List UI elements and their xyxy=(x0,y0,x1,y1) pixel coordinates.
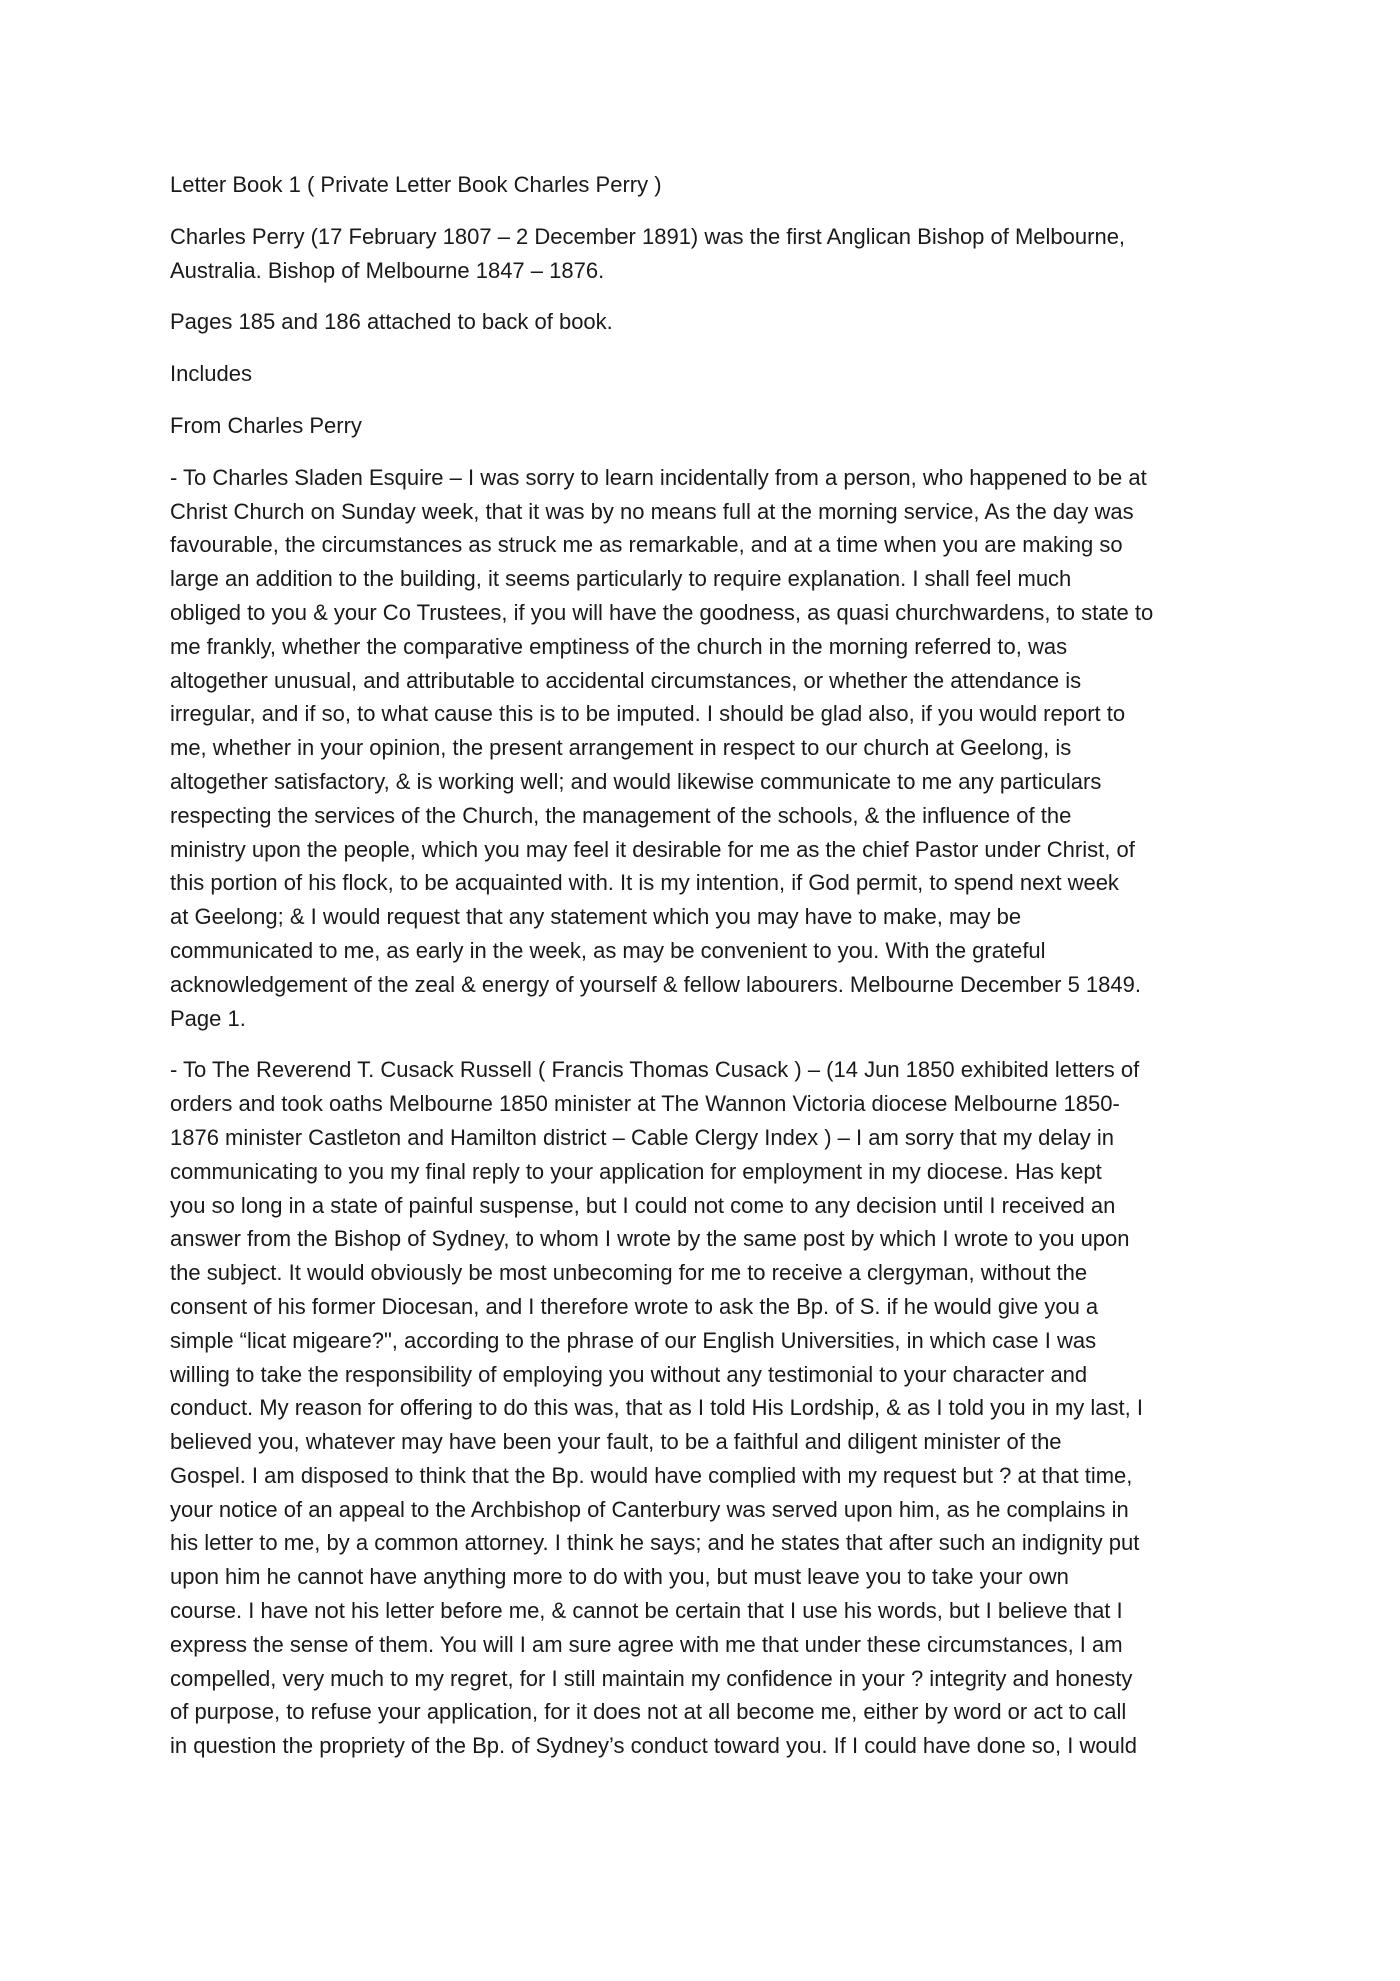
letter-line: Gospel. I am disposed to think that the Bp. would have complied with my request but ? at that time, xyxy=(170,1462,1133,1488)
letter-line: ministry upon the people, which you may feel it desirable for me as the chief Pastor under Christ, of xyxy=(170,836,1135,862)
letter-line: Page 1. xyxy=(170,1005,246,1031)
letter-line: compelled, very much to my regret, for I still maintain my confidence in your ? integrity and honesty xyxy=(170,1665,1133,1691)
letter-line: obliged to you & your Co Trustees, if you will have the goodness, as quasi churchwardens, to state to xyxy=(170,599,1154,625)
letter-line: acknowledgement of the zeal & energy of yourself & fellow labourers. Melbourne December 5 1849. xyxy=(170,971,1141,997)
letter-line: 1876 minister Castleton and Hamilton district – Cable Clergy Index ) – I am sorry that my delay in xyxy=(170,1124,1114,1150)
letter-line: express the sense of them. You will I am sure agree with me that under these circumstances, I am xyxy=(170,1631,1123,1657)
title-line: Letter Book 1 ( Private Letter Book Charles Perry ) xyxy=(170,172,662,197)
includes-heading xyxy=(170,357,1235,391)
letter-line: favourable, the circumstances as struck me as remarkable, and at a time when you are making so xyxy=(170,532,1123,558)
letter-line: believed you, whatever may have been your fault, to be a faithful and diligent minister of the xyxy=(170,1429,1062,1455)
letter-line: his letter to me, by a common attorney. I think he says; and he states that after such an indignity put xyxy=(170,1530,1140,1556)
letter-line: at Geelong; & I would request that any statement which you may have to make, may be xyxy=(170,904,1022,930)
letter-line: me, whether in your opinion, the present arrangement in respect to our church at Geelong, is xyxy=(170,735,1072,761)
bio-line: Charles Perry (17 February 1807 – 2 December 1891) was the first Anglican Bishop of Melbourne, xyxy=(170,223,1126,249)
letter-line: - To Charles Sladen Esquire – I was sorry to learn incidentally from a person, who happened to be at xyxy=(170,464,1147,490)
letter-line: communicated to me, as early in the week, as may be convenient to you. With the grateful xyxy=(170,937,1046,963)
letter-line: your notice of an appeal to the Archbishop of Canterbury was served upon him, as he complains in xyxy=(170,1496,1129,1522)
bio-paragraph xyxy=(170,220,1235,288)
letter-line: me frankly, whether the comparative emptiness of the church in the morning referred to, was xyxy=(170,633,1068,659)
bio-line: Australia. Bishop of Melbourne 1847 – 1876. xyxy=(170,257,605,283)
letter-line: altogether satisfactory, & is working well; and would likewise communicate to me any particulars xyxy=(170,768,1102,794)
letter-line: course. I have not his letter before me, & cannot be certain that I use his words, but I believe that I xyxy=(170,1598,1123,1624)
letter-line: altogether unusual, and attributable to accidental circumstances, or whether the attendance is xyxy=(170,667,1082,693)
letter-line: respecting the services of the Church, the management of the schools, & the influence of the xyxy=(170,802,1072,828)
from-line: From Charles Perry xyxy=(170,412,362,438)
from-heading xyxy=(170,409,1235,443)
pages-note-line: Pages 185 and 186 attached to back of book. xyxy=(170,309,613,335)
letter-line: Christ Church on Sunday week, that it was by no means full at the morning service, As the day was xyxy=(170,498,1134,524)
letter-line: this portion of his flock, to be acquainted with. It is my intention, if God permit, to spend next week xyxy=(170,870,1119,896)
letter-line: large an addition to the building, it seems particularly to require explanation. I shall feel much xyxy=(170,566,1072,592)
letter-line: conduct. My reason for offering to do this was, that as I told His Lordship, & as I told you in my last, I xyxy=(170,1395,1143,1421)
letter-line: consent of his former Diocesan, and I therefore wrote to ask the Bp. of S. if he would give you a xyxy=(170,1293,1099,1319)
letter-russell xyxy=(170,1053,1235,1763)
pages-note xyxy=(170,305,1235,339)
includes-line: Includes xyxy=(170,361,252,387)
letter-line: willing to take the responsibility of employing you without any testimonial to your character and xyxy=(170,1361,1088,1387)
document-title xyxy=(170,168,1235,202)
letter-line: answer from the Bishop of Sydney, to whom I wrote by the same post by which I wrote to you upon xyxy=(170,1226,1130,1252)
letter-line: upon him he cannot have anything more to do with you, but must leave you to take your own xyxy=(170,1564,1069,1590)
letter-line: orders and took oaths Melbourne 1850 minister at The Wannon Victoria diocese Melbourne 1850- xyxy=(170,1091,1120,1117)
letter-line: simple “licat migeare?", according to the phrase of our English Universities, in which case I was xyxy=(170,1327,1097,1353)
letter-line: of purpose, to refuse your application, for it does not at all become me, either by word or act to call xyxy=(170,1699,1127,1725)
letter-line: communicating to you my final reply to your application for employment in my diocese. Has kept xyxy=(170,1158,1102,1184)
letter-line: in question the propriety of the Bp. of Sydney’s conduct toward you. If I could have done so, I would xyxy=(170,1733,1137,1759)
letter-line: - To The Reverend T. Cusack Russell ( Francis Thomas Cusack ) – (14 Jun 1850 exhibited letters of xyxy=(170,1057,1140,1083)
letter-sladen xyxy=(170,461,1235,1036)
letter-line: the subject. It would obviously be most unbecoming for me to receive a clergyman, without the xyxy=(170,1260,1088,1286)
letter-line: you so long in a state of painful suspense, but I could not come to any decision until I received an xyxy=(170,1192,1116,1218)
letter-line: irregular, and if so, to what cause this is to be imputed. I should be glad also, if you would report to xyxy=(170,701,1126,727)
